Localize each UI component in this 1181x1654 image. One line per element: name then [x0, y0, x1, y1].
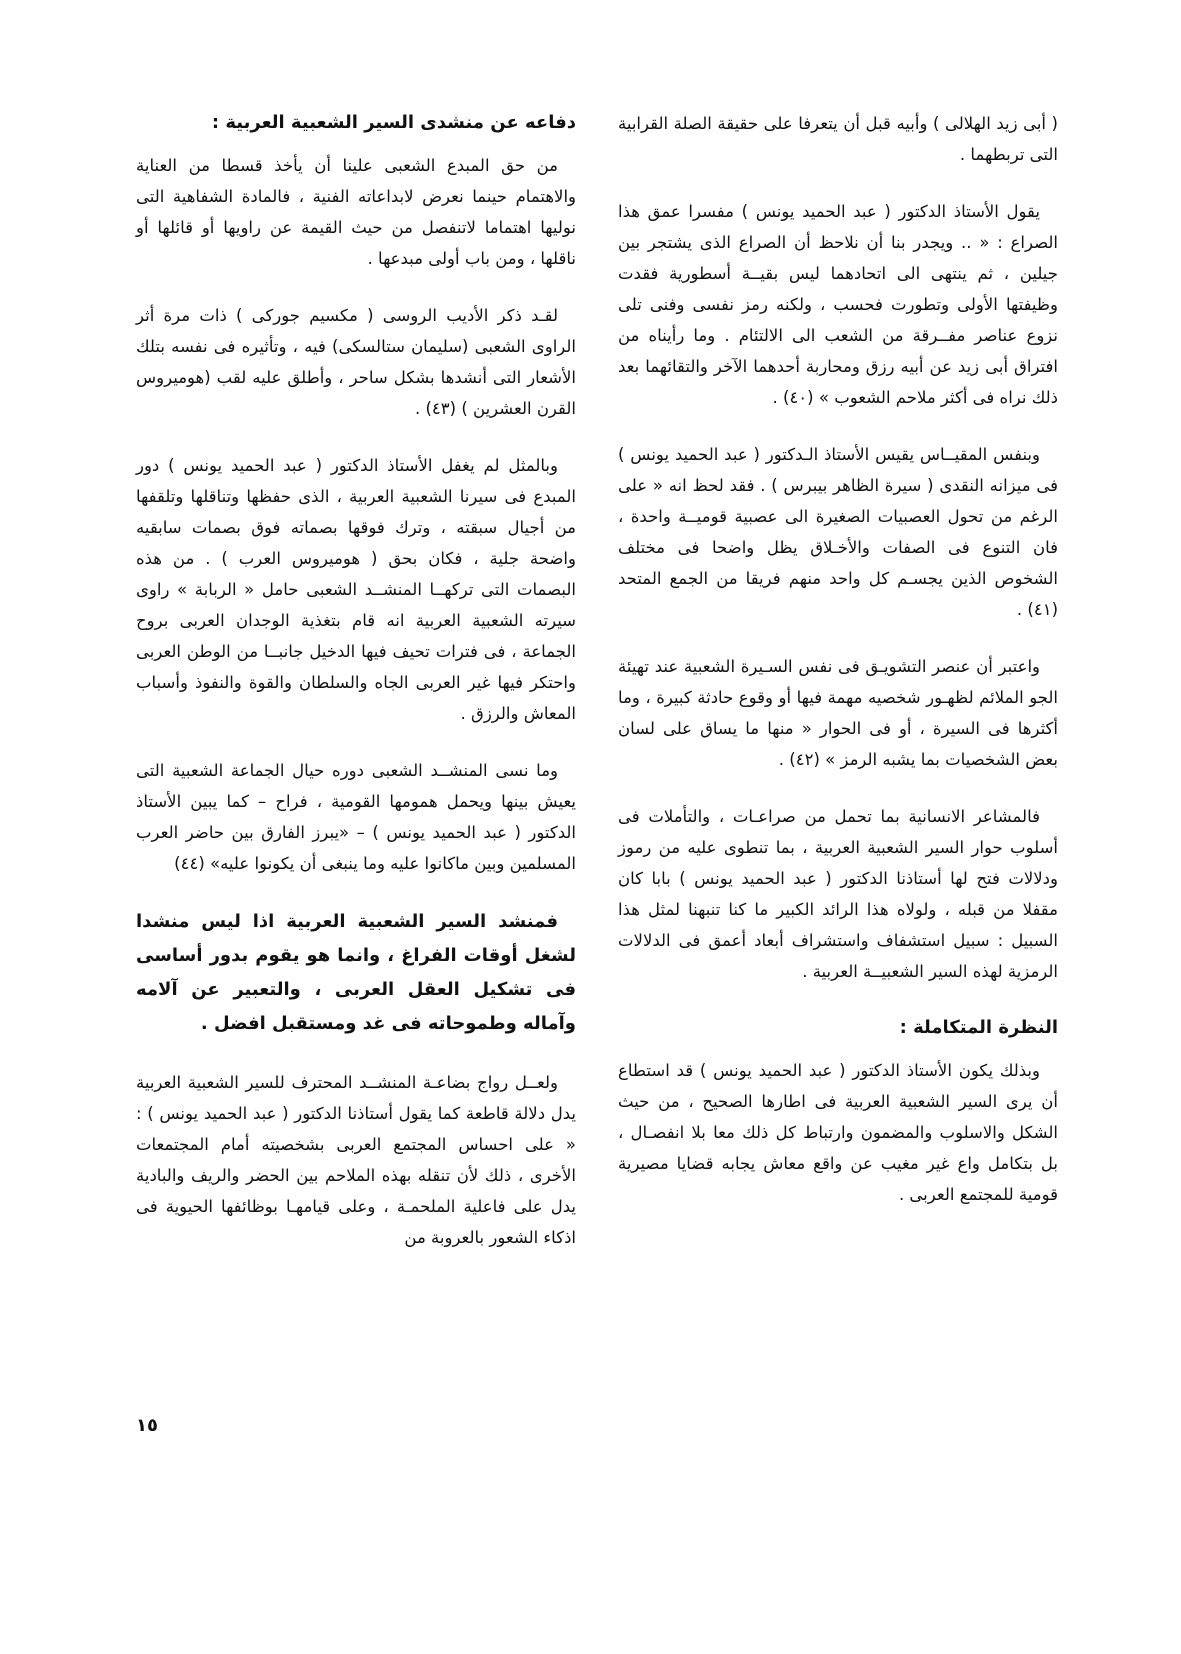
paragraph: يقول الأستاذ الدكتور ( عبد الحميد يونس ) مفسرا عمق هذا الصراع : « .. ويجدر بنا أن نلاحظ أن الصراع الذى يشتجر بين جيلين ، ثم ينتهى الى اتحادهما ليس بقيــة أسطورية فقدت وظيفتها الأولى وتطورت فحسب ، ولكنه رمز نفسى وفنى تلى نزوع عناصر مفــرقة من الشعب الى الالتئام . وما رأيناه من افتراق أبى زيد عن أبيه رزق ومحاربة أحدهما الآخر والتقائهما بعد ذلك نراه فى أكثر ملاحم الشعوب » (٤٠) . — [618, 202, 1058, 407]
section-heading: النظرة المتكاملة : — [899, 1017, 1058, 1038]
left-column — [136, 108, 576, 1279]
page-number: ١٥ — [136, 1415, 158, 1436]
bold-paragraph: فمنشد السير الشعبية العربية اذا ليس منشدا لشغل أوقات الفراغ ، وانما هو يقوم بدور أساسى فى تشكيل العقل العربى ، والتعبير عن آلامه وآماله وطموحاته فى غد ومستقبل افضل . — [136, 911, 576, 1034]
paragraph: لقـد ذكر الأديب الروسى ( مكسيم جوركى ) ذات مرة أثر الراوى الشعبى (سليمان ستالسكى) فيه ، وتأثيره فى نفسه بتلك الأشعار التى أنشدها بشكل ساحر ، وأطلق عليه لقب (هوميروس القرن العشرين ) (٤٣) . — [136, 306, 576, 418]
paragraph: وبذلك يكون الأستاذ الدكتور ( عبد الحميد يونس ) قد استطاع أن يرى السير الشعبية العربية فى اطارها الصحيح ، من حيث الشكل والاسلوب والمضمون وارتباط كل ذلك معا بلا انفصـال ، بل بتكامل واع غير مغيب عن واقع معاش يجابه قضايا مصيرية قومية للمجتمع العربى . — [618, 1061, 1058, 1204]
paragraph: وما نسى المنشــد الشعبى دوره حيال الجماعة الشعبية التى يعيش بينها ويحمل همومها القومية ، فراح – كما يبين الأستاذ الدكتور ( عبد الحميد يونس ) – «يبرز الفارق بين حاضر العرب المسلمين وبين ماكانوا عليه وما ينبغى أن يكونوا عليه» (٤٤) — [136, 761, 576, 873]
section-heading: دفاعه عن منشدى السير الشعبية العربية : — [211, 112, 576, 133]
paragraph: ولعــل رواج بضاعـة المنشــد المحترف للسير الشعبية العربية يدل دلالة قاطعة كما يقول أستاذنا الدكتور ( عبد الحميد يونس ) : « على احساس المجتمع العربى بشخصيته أمام المجتمعات الأخرى ، ذلك لأن تنقله بهذه الملاحم بين الحضر والريف والبادية يدل على فاعلية الملحمـة ، وعلى قيامهـا بوظائفها الحيوية فى اذكاء الشعور بالعروبة من — [136, 1073, 576, 1247]
paragraph: وبالمثل لم يغفل الأستاذ الدكتور ( عبد الحميد يونس ) دور المبدع فى سيرنا الشعبية العربية ، الذى حفظها وتناقلها وتلقفها من أجيال سبقته ، وترك فوقها بصماته فوق بصمات سابقيه واضحة جلية ، فكان بحق ( هوميروس العرب ) . من هذه البصمات التى تركهــا المنشــد الشعبى حامل « الربابة » راوى سيرته الشعبية العربية انه قام بتغذية الوجدان العربى بروح الجماعة ، فى فترات تحيف فيها الدخيل جانبــا من الوطن العربى واحتكر فيها غير العربى الجاه والسلطان والقوة والنفوذ وأسباب المعاش والرزق . — [136, 456, 576, 723]
paragraph: واعتبر أن عنصر التشويـق فى نفس السـيرة الشعبية عند تهيئة الجو الملائم لظهـور شخصيه مهمة فيها أو وقوع حادثة كبيرة ، وما أكثرها فى السيرة ، أو فى الحوار « منها ما يساق على لسان بعض الشخصيات بما يشبه الرمز » (٤٢) . — [618, 657, 1058, 769]
paragraph: من حق المبدع الشعبى علينا أن يأخذ قسطا من العناية والاهتمام حينما نعرض لابداعاته الفنية ، فالمادة الشفاهية التى نوليها اهتماما لاتنفصل من حيث القيمة عن راويها أو قائلها أو ناقلها ، ومن باب أولى مبدعها . — [136, 156, 576, 268]
paragraph: وبنفس المقيــاس يقيس الأستاذ الـدكتور ( عبد الحميد يونس ) فى ميزانه النقدى ( سيرة الظاهر بيبرس ) . فقد لحظ انه « على الرغم من تحول العصبيات الصغيرة الى عصبية قوميــة واحدة ، فان التنوع فى الصفات والأخـلاق يظل واضحا فى مختلف الشخوص الذين يجسـم كل واحد منهم فريقا من الجمع المتحد (٤١) . — [618, 445, 1058, 619]
right-column — [618, 108, 1058, 1236]
paragraph: فالمشاعر الانسانية بما تحمل من صراعـات ، والتأملات فى أسلوب حوار السير الشعبية العربية ، بما تنطوى عليه من رموز ودلالات فتح لها أستاذنا الدكتور ( عبد الحميد يونس ) بابا كان مقفلا من قبله ، ولولاه هذا الرائد الكبير ما كنا تنبهنا لمثل هذا السبيل : سبيل استشفاف واستشراف أبعاد أعمق فى الدلالات الرمزية لهذه السير الشعبيــة العربية . — [618, 807, 1058, 981]
paragraph: ( أبى زيد الهلالى ) وأبيه قبل أن يتعرفا على حقيقة الصلة القرابية التى تربطهما . — [618, 114, 1058, 164]
